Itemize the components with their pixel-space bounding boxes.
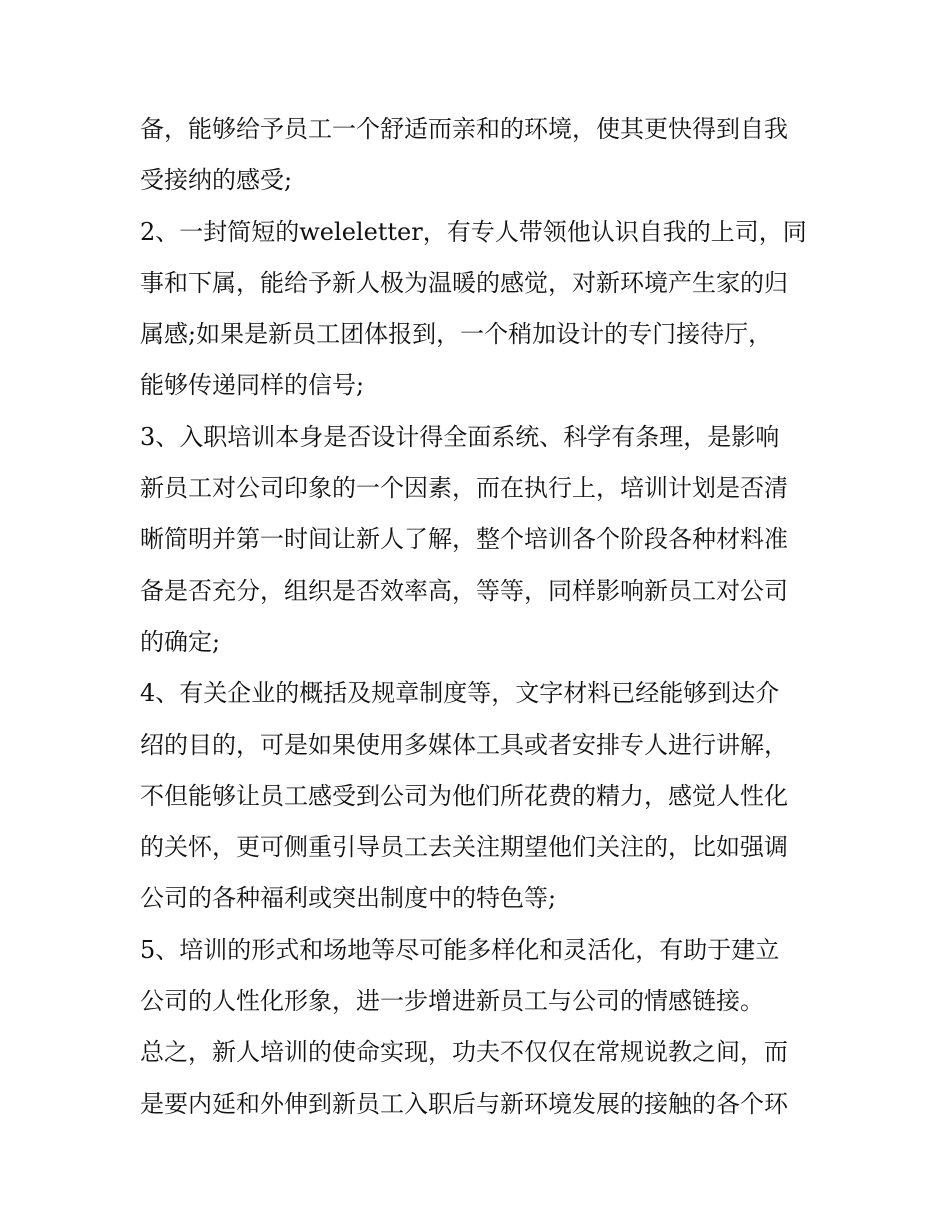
text-line: 公司的人性化形象，进一步增进新员工与公司的情感链接。	[140, 987, 764, 1016]
text-line: 的关怀，更可侧重引导员工去关注期望他们关注的，比如强调	[140, 833, 788, 862]
text-line: 公司的各种福利或突出制度中的特色等;	[140, 884, 557, 913]
text-line: 绍的目的，可是如果使用多媒体工具或者安排专人进行讲解，	[140, 730, 788, 759]
text-line: 4、有关企业的概括及规章制度等，文字材料已经能够到达介	[140, 679, 780, 708]
text-line: 不但能够让员工感受到公司为他们所花费的精力，感觉人性化	[140, 781, 788, 810]
text-line: 备，能够给予员工一个舒适而亲和的环境，使其更快得到自我	[140, 115, 788, 143]
text-line: 能够传递同样的信号;	[140, 371, 365, 400]
text-line: 备是否充分，组织是否效率高，等等，同样影响新员工对公司	[140, 576, 788, 605]
text-line: 2、一封简短的weleletter，有专人带领他认识自我的上司，同	[140, 217, 807, 246]
text-line: 晰简明并第一时间让新人了解，整个培训各个阶段各种材料准	[140, 525, 788, 554]
text-line: 总之，新人培训的使命实现，功夫不仅仅在常规说教之间，而	[140, 1038, 788, 1067]
text-line: 3、入职培训本身是否设计得全面系统、科学有条理，是影响	[140, 422, 780, 451]
text-line: 属感;如果是新员工团体报到，一个稍加设计的专门接待厅，	[140, 320, 773, 349]
text-line: 是要内延和外伸到新员工入职后与新环境发展的接触的各个环	[140, 1089, 788, 1118]
body-text	[140, 104, 820, 1130]
text-line: 受接纳的感受;	[140, 166, 293, 195]
text-line: 的确定;	[140, 627, 221, 656]
text-line: 新员工对公司印象的一个因素，而在执行上，培训计划是否清	[140, 474, 788, 503]
text-line: 5、培训的形式和场地等尽可能多样化和灵活化，有助于建立	[140, 935, 780, 964]
text-line: 事和下属，能给予新人极为温暖的感觉，对新环境产生家的归	[140, 268, 788, 297]
